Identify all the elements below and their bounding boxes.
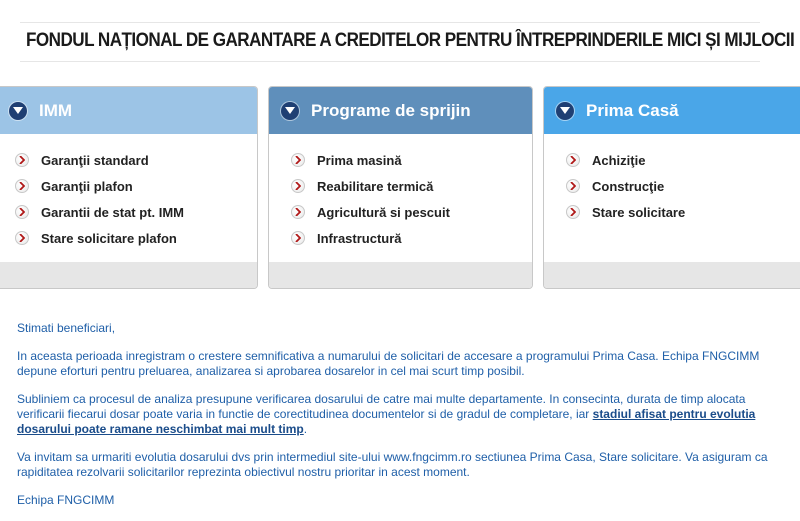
list-item-label: Garanţii plafon: [41, 178, 133, 194]
list-item-label: Reabilitare termică: [317, 178, 434, 194]
chevron-right-icon: [291, 231, 305, 245]
box-imm-list: [15, 147, 184, 251]
paragraph-3: Va invitam sa urmariti evolutia dosarului dvs prin intermediul site-ului www.fngcimm.ro sectiunea Prima Casa, Stare solicitare. Va asiguram ca rapiditatea rezolvarii solicitarilor reprezinta obiectivul nostru prioritar in acest moment.: [17, 450, 768, 479]
chevron-right-icon: [15, 153, 29, 167]
list-item[interactable]: [566, 147, 685, 173]
list-item-label: Stare solicitare plafon: [41, 230, 177, 246]
list-item[interactable]: [15, 147, 184, 173]
paragraph-1: In aceasta perioada inregistram o crestere semnificativa a numarului de solicitari de accesare a programului Prima Casa. Echipa FNGCIMM depune eforturi pentru preluarea, analizarea si aprobarea dosarelor in cel mai scurt timp posibil.: [17, 349, 760, 378]
chevron-right-icon: [291, 205, 305, 219]
list-item[interactable]: [291, 199, 450, 225]
chevron-down-icon: [281, 102, 299, 120]
list-item[interactable]: [291, 147, 450, 173]
box-prima-casa-header[interactable]: [544, 87, 800, 134]
list-item-label: Achiziţie: [592, 152, 646, 168]
chevron-right-icon: [15, 205, 29, 219]
list-item-label: Stare solicitare: [592, 204, 686, 220]
paragraph-2: [17, 392, 787, 437]
chevron-right-icon: [566, 205, 580, 219]
list-item[interactable]: [15, 225, 184, 251]
chevron-right-icon: [566, 153, 580, 167]
box-programe-title: Programe de sprijin: [311, 100, 471, 120]
list-item-label: Prima masină: [317, 152, 402, 168]
box-prima-casa-title: Prima Casă: [586, 100, 679, 120]
greeting: Stimati beneficiari,: [17, 321, 116, 335]
list-item[interactable]: [291, 225, 450, 251]
status-info-link[interactable]: stadiul afisat pentru evolutia dosarului poate ramane neschimbat mai mult timp: [17, 407, 756, 436]
site-header: [20, 22, 795, 62]
chevron-right-icon: [291, 153, 305, 167]
chevron-right-icon: [291, 179, 305, 193]
signature: Echipa FNGCIMM: [17, 493, 115, 507]
list-item-label: Agricultură si pescuit: [317, 204, 450, 220]
box-programe-list: [291, 147, 450, 251]
chevron-right-icon: [15, 231, 29, 245]
paragraph-2-end: .: [303, 422, 308, 436]
paragraph-2-text: Subliniem ca procesul de analiza presupune verificarea dosarului de catre mai multe departamente. In consecinta, durata de timp alocata verificarii fiecarui dosar poate varia in functie de corectitudinea documentelor si de gradul de completare, iar: [17, 392, 746, 421]
box-imm-footer: [0, 262, 257, 288]
site-title: FONDUL NAȚIONAL DE GARANTARE A CREDITELOR PENTRU ÎNTREPRINDERILE MICI ȘI MIJLOCII: [26, 30, 795, 51]
announcement: [17, 321, 787, 521]
chevron-right-icon: [566, 179, 580, 193]
list-item[interactable]: [15, 173, 184, 199]
box-programe-header[interactable]: [269, 87, 532, 134]
box-imm: [0, 86, 258, 289]
list-item[interactable]: [566, 199, 685, 225]
list-item-label: Garantii de stat pt. IMM: [41, 204, 185, 220]
box-prima-casa: [543, 86, 800, 289]
list-item[interactable]: [291, 173, 450, 199]
box-programe: [268, 86, 533, 289]
list-item[interactable]: [15, 199, 184, 225]
box-programe-footer: [269, 262, 532, 288]
box-imm-header[interactable]: [0, 87, 257, 134]
chevron-right-icon: [15, 179, 29, 193]
list-item[interactable]: [566, 173, 685, 199]
list-item-label: Infrastructură: [317, 230, 402, 246]
box-prima-casa-footer: [544, 262, 800, 288]
chevron-down-icon: [556, 102, 574, 120]
box-prima-casa-list: [566, 147, 685, 225]
list-item-label: Garanţii standard: [41, 152, 149, 168]
chevron-down-icon: [9, 102, 27, 120]
list-item-label: Construcţie: [592, 178, 665, 194]
box-imm-title: IMM: [39, 100, 73, 120]
